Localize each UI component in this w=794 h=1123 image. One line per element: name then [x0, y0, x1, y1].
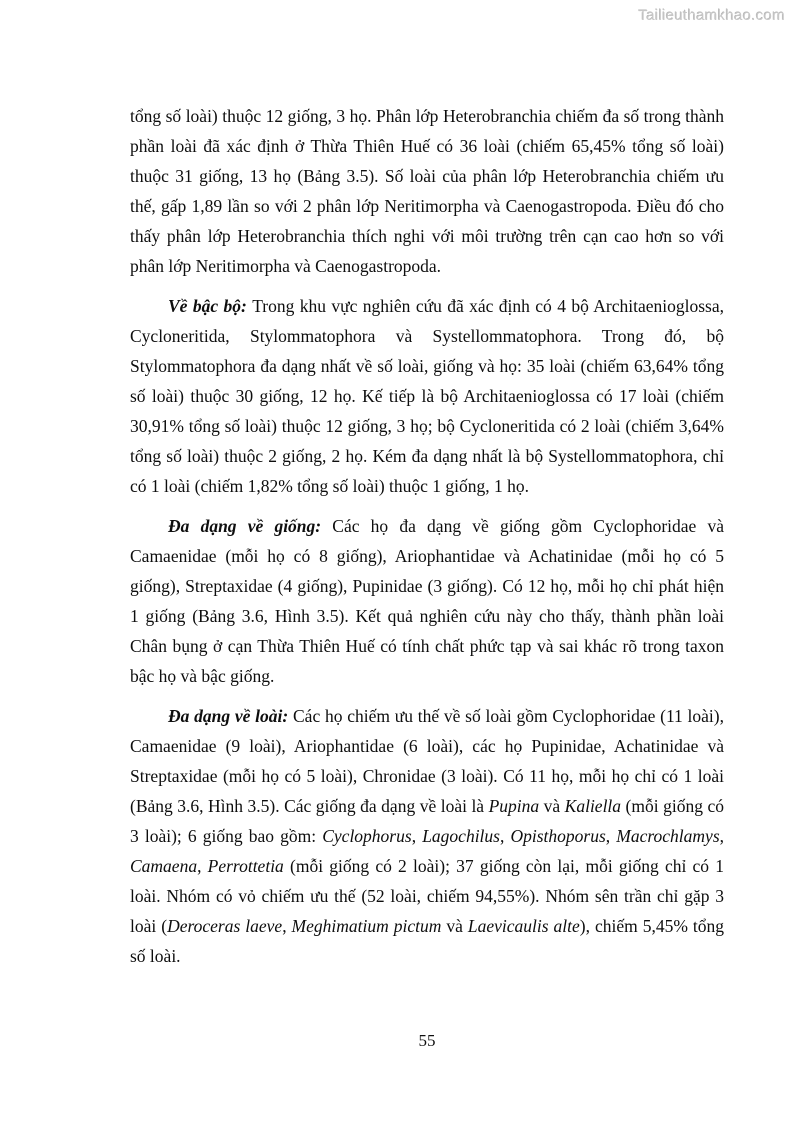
text-run: và — [441, 916, 468, 936]
text-run: Perrottetia — [207, 856, 284, 876]
text-run: , — [719, 826, 725, 846]
text-run: Opisthoporus — [510, 826, 606, 846]
text-run: ), chiếm 5,45% tổng số loài. — [130, 916, 724, 966]
text-run: và — [539, 796, 565, 816]
watermark-text: Tailieuthamkhao.com — [638, 7, 785, 24]
para-continuation-heterobranchia — [130, 101, 724, 281]
text-run: Deroceras laeve — [167, 916, 283, 936]
para-da-dang-ve-giong — [130, 511, 724, 691]
text-run: Các họ chiếm ưu thế về số loài gồm Cyclophoridae (11 loài), Camaenidae (9 loài), Ariophantidae (6 loài), các họ Pupinidae, Achatinidae và Streptaxidae (mỗi họ có 5 loài), Chronidae (3 loài). Có 11 họ, mỗi họ chỉ có 1 loài (Bảng 3.6, Hình 3.5). Các giống đa dạng về loài là — [130, 706, 724, 816]
text-run: Camaena — [130, 856, 198, 876]
text-run: (mỗi giống có 2 loài); 37 giống còn lại, mỗi giống chỉ có 1 loài. Nhóm có vỏ chiếm ưu thế (52 loài, chiếm 94,55%). Nhóm sên trần chỉ gặp 3 loài ( — [130, 856, 724, 936]
text-run: Meghimatium pictum — [291, 916, 442, 936]
text-run: Macrochlamys — [616, 826, 720, 846]
text-run: Trong khu vực nghiên cứu đã xác định có 4 bộ Architaenioglossa, Cycloneritida, Stylommatophora và Systellommatophora. Trong đó, bộ Stylommatophora đa dạng nhất về số loài, giống và họ: 35 loài (chiếm 63,64% tổng số loài) thuộc 30 giống, 12 họ. Kế tiếp là bộ Architaenioglossa có 17 loài (chiếm 30,91% tổng số loài) thuộc 12 giống, 3 họ; bộ Cycloneritida có 2 loài (chiếm 3,64% tổng số loài) thuộc 2 giống, 2 họ. Kém đa dạng nhất là bộ Systellommatophora, chỉ có 1 loài (chiếm 1,82% tổng số loài) thuộc 1 giống, 1 họ. — [130, 296, 724, 496]
text-run: Các họ đa dạng về giống gồm Cyclophoridae và Camaenidae (mỗi họ có 8 giống), Ariophantidae và Achatinidae (mỗi họ có 5 giống), Streptaxidae (4 giống), Pupinidae (3 giống). Có 12 họ, mỗi họ chỉ phát hiện 1 giống (Bảng 3.6, Hình 3.5). Kết quả nghiên cứu này cho thấy, thành phần loài Chân bụng ở cạn Thừa Thiên Huế có tính chất phức tạp và sai khác rõ trong taxon bậc họ và bậc giống. — [130, 516, 725, 686]
text-run: Về bậc bộ: — [168, 296, 253, 316]
text-run: , — [282, 916, 292, 936]
page-number: 55 — [418, 1031, 436, 1050]
text-run: Laevicaulis alte — [467, 916, 580, 936]
text-run: Cyclophorus — [322, 826, 412, 846]
body-text-block — [130, 101, 724, 981]
text-run: Kaliella — [564, 796, 622, 816]
text-run: Lagochilus — [422, 826, 500, 846]
text-run: , — [197, 856, 208, 876]
para-ve-bac-bo — [130, 291, 724, 501]
text-run: (mỗi giống có 3 loài); 6 giống bao gồm: — [130, 796, 724, 846]
text-run: , — [499, 826, 511, 846]
text-run: , — [605, 826, 617, 846]
para-da-dang-ve-loai — [130, 701, 724, 971]
text-run: Đa dạng về loài: — [168, 706, 293, 726]
text-run: , — [411, 826, 423, 846]
text-run: Pupina — [488, 796, 540, 816]
text-run: tổng số loài) thuộc 12 giống, 3 họ. Phân lớp Heterobranchia chiếm đa số trong thành phần loài đã xác định ở Thừa Thiên Huế có 36 loài (chiếm 65,45% tổng số loài) thuộc 31 giống, 13 họ (Bảng 3.5). Số loài của phân lớp Heterobranchia chiếm ưu thế, gấp 1,89 lần so với 2 phân lớp Neritimorpha và Caenogastropoda. Điều đó cho thấy phân lớp Heterobranchia thích nghi với môi trường trên cạn cao hơn so với phân lớp Neritimorpha và Caenogastropoda. — [130, 106, 724, 276]
text-run: Đa dạng về giống: — [168, 516, 333, 536]
